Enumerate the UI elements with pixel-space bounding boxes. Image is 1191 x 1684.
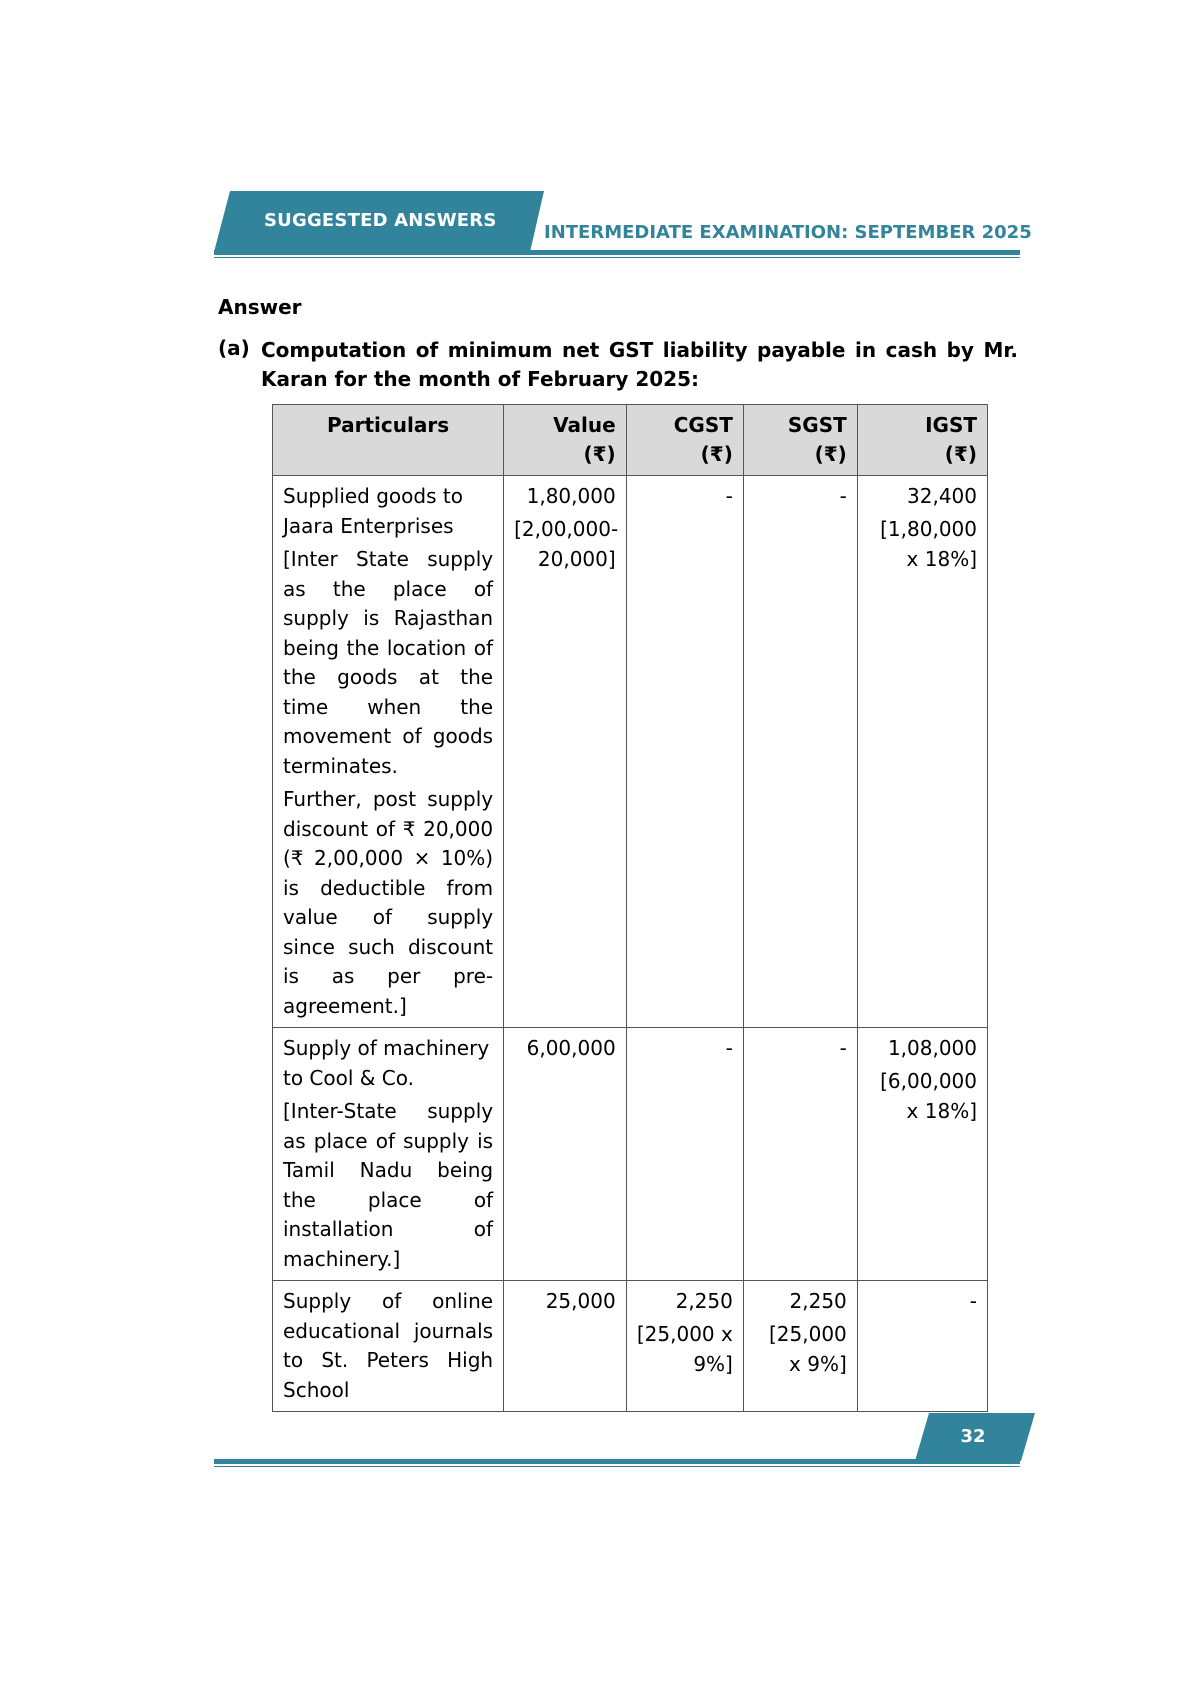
header-cgst-label: CGST	[673, 413, 733, 437]
row-sgst-amount: -	[839, 1036, 847, 1060]
row-particulars	[273, 1028, 504, 1281]
row-description: Supply of machinery to Cool & Co.	[283, 1036, 490, 1090]
row-description: Supply of online educational journals to St. Peters High School	[283, 1289, 494, 1402]
row-value	[504, 476, 627, 1028]
row-cgst-formula: [25,000 x 9%]	[636, 1321, 733, 1376]
header-rule	[214, 250, 1020, 255]
header-igst-unit: (₹)	[944, 442, 977, 466]
header-value	[504, 405, 627, 476]
row-note: [Inter-State supply as place of supply is Tamil Nadu being the place of installation of machinery.]	[283, 1099, 494, 1271]
header-sgst	[743, 405, 857, 476]
row-sgst	[743, 1028, 857, 1281]
header-value-unit: (₹)	[583, 442, 616, 466]
row-value-formula: [2,00,000-20,000]	[514, 516, 619, 571]
gst-computation-table	[272, 404, 988, 1412]
row-cgst-amount: -	[725, 484, 733, 508]
header-cgst-unit: (₹)	[700, 442, 733, 466]
question-title: Computation of minimum net GST liability payable in cash by Mr. Karan for the month of February 2025:	[261, 338, 1018, 391]
row-value-amount: 1,80,000	[526, 484, 616, 508]
row-description: Supplied goods to Jaara Enterprises	[283, 484, 463, 538]
row-value	[504, 1028, 627, 1281]
header-particulars-label: Particulars	[326, 413, 450, 437]
row-igst-amount: 32,400	[907, 484, 977, 508]
header-sgst-label: SGST	[787, 413, 847, 437]
table-row	[273, 1028, 988, 1281]
row-particulars	[273, 476, 504, 1028]
row-note: Further, post supply discount of ₹ 20,000 (₹ 2,00,000 × 10%) is deductible from value of supply since such discount is as per pre-agreement.]	[283, 787, 494, 1018]
row-particulars	[273, 1281, 504, 1412]
row-value-amount: 6,00,000	[526, 1036, 616, 1060]
row-igst-formula: [6,00,000 x 18%]	[880, 1068, 977, 1123]
exam-title: INTERMEDIATE EXAMINATION: SEPTEMBER 2025	[544, 222, 1032, 243]
row-sgst	[743, 1281, 857, 1412]
header-igst-label: IGST	[925, 413, 977, 437]
row-igst-amount: 1,08,000	[887, 1036, 977, 1060]
header-cgst	[626, 405, 743, 476]
row-sgst-amount: -	[839, 484, 847, 508]
row-value	[504, 1281, 627, 1412]
row-sgst-formula: [25,000 x 9%]	[768, 1321, 847, 1376]
row-igst	[857, 476, 987, 1028]
row-sgst-amount: 2,250	[789, 1289, 847, 1313]
footer-rule-thin	[214, 1466, 1020, 1467]
answer-heading: Answer	[218, 295, 302, 319]
row-igst-amount: -	[969, 1289, 977, 1313]
row-igst	[857, 1028, 987, 1281]
row-cgst	[626, 1281, 743, 1412]
row-cgst	[626, 1028, 743, 1281]
question-label: (a)	[218, 336, 250, 360]
row-note: [Inter State supply as the place of supply is Rajasthan being the location of the goods at the time when the movement of goods terminates.	[283, 547, 494, 778]
header-sgst-unit: (₹)	[814, 442, 847, 466]
header-particulars	[273, 405, 504, 476]
header-igst	[857, 405, 987, 476]
row-cgst	[626, 476, 743, 1028]
row-igst	[857, 1281, 987, 1412]
table-row	[273, 476, 988, 1028]
row-cgst-amount: 2,250	[675, 1289, 733, 1313]
table-header-row	[273, 405, 988, 476]
row-cgst-amount: -	[725, 1036, 733, 1060]
table-row	[273, 1281, 988, 1412]
header-value-label: Value	[553, 413, 616, 437]
row-sgst	[743, 476, 857, 1028]
page-number: 32	[960, 1426, 986, 1447]
footer-rule	[214, 1459, 1020, 1464]
row-igst-formula: [1,80,000 x 18%]	[880, 516, 977, 571]
header-tab-label: SUGGESTED ANSWERS	[264, 210, 497, 231]
header-rule-thin	[214, 257, 1020, 258]
row-value-amount: 25,000	[545, 1289, 616, 1313]
